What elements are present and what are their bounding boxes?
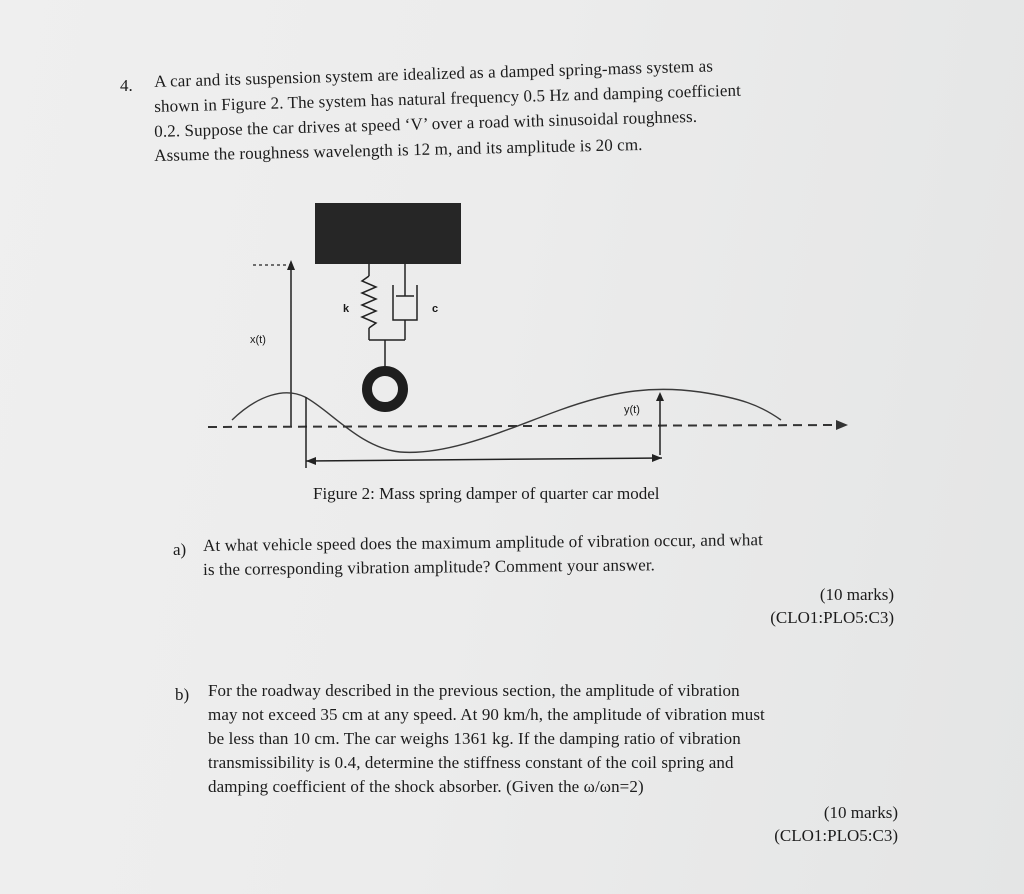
intro-line-1: A car and its suspension system are idealized as a damped spring-mass system as <box>154 56 714 91</box>
road-profile <box>232 389 781 452</box>
spring-label: k <box>343 303 350 315</box>
wheel <box>367 371 403 407</box>
part-a-line-1: At what vehicle speed does the maximum amplitude of vibration occur, and what <box>203 530 764 555</box>
part-b-marks: (10 marks) <box>823 803 898 822</box>
part-b-line-2: may not exceed 35 cm at any speed. At 90 km/h, the amplitude of vibration must <box>208 705 765 724</box>
intro-line-2: shown in Figure 2. The system has natural frequency 0.5 Hz and damping coefficient <box>154 80 742 116</box>
intro-line-4: Assume the roughness wavelength is 12 m, and its amplitude is 20 cm. <box>154 134 643 165</box>
spring-k <box>362 276 376 328</box>
part-b-line-3: be less than 10 cm. The car weighs 1361 kg. If the damping ratio of vibration <box>208 729 741 748</box>
question-number: 4. <box>120 76 133 95</box>
part-a-label: a) <box>173 540 187 559</box>
part-a-marks: (10 marks) <box>819 585 894 604</box>
y-arrow-head <box>656 392 664 401</box>
part-a-line-2: is the corresponding vibration amplitude? Comment your answer. <box>203 555 656 579</box>
x-arrow-head <box>287 260 295 270</box>
part-b-label: b) <box>175 685 190 704</box>
sprung-mass-block <box>315 203 461 264</box>
datum-arrow-head <box>836 420 848 430</box>
wavelength-line <box>306 458 662 461</box>
figure-caption: Figure 2: Mass spring damper of quarter car model <box>313 484 660 503</box>
x-label: x(t) <box>250 334 266 346</box>
y-label: y(t) <box>624 404 640 416</box>
intro-line-3: 0.2. Suppose the car drives at speed ‘V’ over a road with sinusoidal roughness. <box>154 106 698 141</box>
part-b-line-4: transmissibility is 0.4, determine the stiffness constant of the coil spring and <box>208 753 734 772</box>
part-b-clo: (CLO1:PLO5:C3) <box>774 826 898 845</box>
part-b-line-5: damping coefficient of the shock absorber. (Given the ω/ωn=2) <box>208 777 644 796</box>
damper-label: c <box>432 303 439 315</box>
part-a-clo: (CLO1:PLO5:C3) <box>770 608 894 627</box>
datum-dashed-line <box>208 425 838 427</box>
part-b-line-1: For the roadway described in the previous section, the amplitude of vibration <box>208 681 740 700</box>
